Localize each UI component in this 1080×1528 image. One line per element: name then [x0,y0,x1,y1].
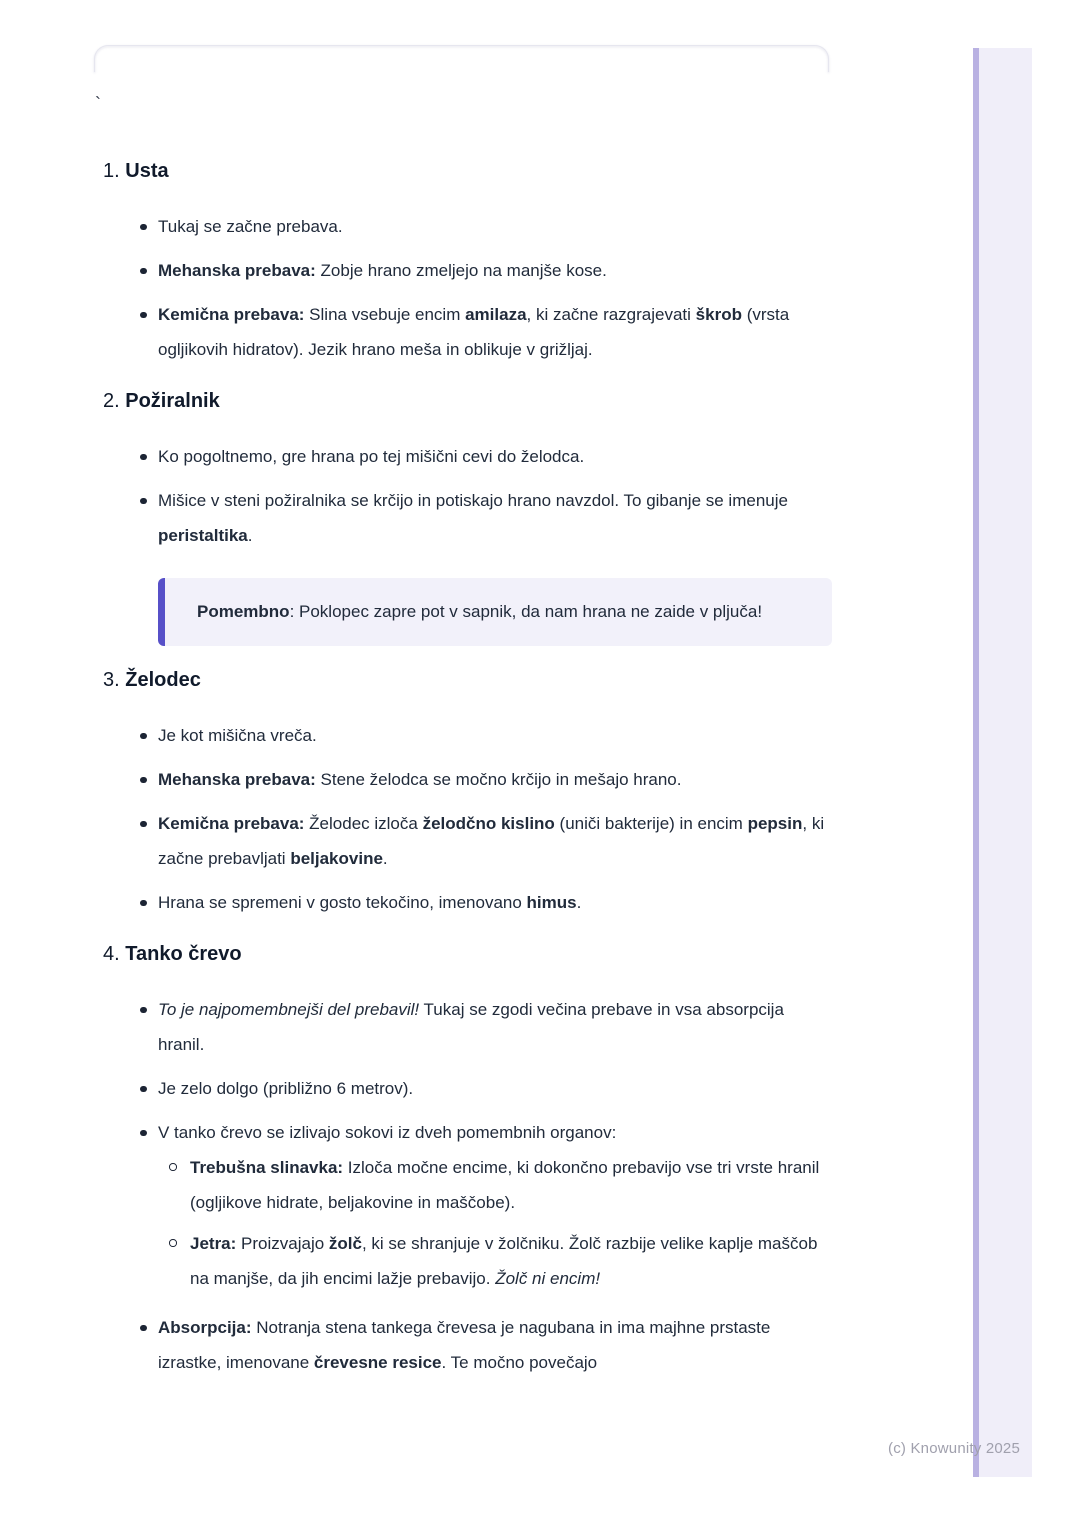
text-segment: Trebušna slinavka: [190,1158,344,1177]
section [103,388,833,646]
list-item [103,253,833,288]
list-item [103,209,833,244]
text-segment: škrob [695,305,742,324]
text-segment: črevesne resice [313,1353,442,1372]
text-segment: V tanko črevo se izlivajo sokovi iz dveh pomembnih organov: [158,1123,617,1142]
section-title: Požiralnik [125,390,220,412]
text-segment: Mehanska prebava: [158,261,316,280]
side-panel-strip [973,48,1032,1477]
bullet-list [103,439,833,553]
text-segment: Tukaj se zgodi večina prebave in vsa absorpcija hranil. [158,1000,784,1054]
text-segment: Zobje hrano zmeljejo na manjše kose. [315,261,607,280]
section-heading [103,667,833,694]
section-heading [103,388,833,415]
text-segment: (vrsta ogljikovih hidratov). Jezik hrano meša in oblikuje v grižljaj. [158,305,790,359]
section-number: 3. [103,669,126,691]
list-item [103,992,833,1062]
section-number: 1. [103,160,126,182]
section [103,941,833,1380]
text-segment: Pomembno [197,602,290,621]
text-segment: Slina vsebuje encim [304,305,466,324]
text-segment: (uniči bakterije) in encim [554,814,748,833]
text-segment: Absorpcija: [158,1318,252,1337]
sub-list-item [158,1150,833,1220]
watermark-text: (c) Knowunity 2025 [888,1440,1021,1457]
list-item [103,297,833,367]
list-item [103,1071,833,1106]
text-segment: , ki začne razgrajevati [526,305,696,324]
text-segment: Žolč ni encim! [495,1269,601,1288]
text-segment: beljakovine [290,849,383,868]
section-number: 4. [103,943,126,965]
card-top-edge [94,45,829,72]
notes-document [103,150,833,1380]
text-segment: Stene želodca se močno krčijo in mešajo hrano. [315,770,682,789]
text-segment: Hrana se spremeni v gosto tekočino, imenovano [158,893,527,912]
section [103,667,833,920]
callout-box [158,578,832,646]
text-segment: Jetra: [190,1234,237,1253]
sub-list-item [158,1226,833,1296]
list-item [103,718,833,753]
list-item [103,439,833,474]
section-title: Usta [125,160,169,182]
text-segment: . Te močno povečajo [441,1353,598,1372]
section-heading [103,941,833,968]
section [103,158,833,367]
section-title: Želodec [125,669,201,691]
section-title: Tanko črevo [125,943,242,965]
list-item [103,1115,833,1296]
text-segment: . [382,849,388,868]
text-segment: Je kot mišična vreča. [158,726,317,745]
text-segment: Proizvajajo [236,1234,329,1253]
text-segment: Mišice v steni požiralnika se krčijo in potiskajo hrano navzdol. To gibanje se imenuje [158,491,788,510]
text-segment: : Poklopec zapre pot v sapnik, da nam hrana ne zaide v pljuča! [289,602,763,621]
text-segment: žolč [328,1234,362,1253]
text-segment: . [247,526,253,545]
text-segment: Notranja stena tankega črevesa je nagubana in ima majhne prstaste izrastke, imenovane [158,1318,771,1372]
text-segment: pepsin [747,814,803,833]
list-item [103,1310,833,1380]
text-segment: himus [526,893,577,912]
bullet-list [103,718,833,920]
text-segment: peristaltika [158,526,248,545]
list-item [103,885,833,920]
text-segment: Izloča močne encime, ki dokončno prebavijo vse tri vrste hranil (ogljikove hidrate, beljakovine in maščobe). [190,1158,820,1212]
text-segment: Kemična prebava: [158,305,305,324]
bullet-list [103,209,833,367]
text-segment: Ko pogoltnemo, gre hrana po tej mišični cevi do želodca. [158,447,585,466]
section-number: 2. [103,390,126,412]
list-item [103,483,833,553]
bullet-list [103,992,833,1380]
text-segment: amilaza [465,305,527,324]
text-segment: Mehanska prebava: [158,770,316,789]
section-heading [103,158,833,185]
text-segment: želodčno kislino [422,814,555,833]
text-segment: Tukaj se začne prebava. [158,217,343,236]
text-segment: To je najpomembnejši del prebavil! [158,1000,420,1019]
text-segment: , ki začne prebavljati [158,814,825,868]
list-item [103,806,833,876]
text-segment: Je zelo dolgo (približno 6 metrov). [158,1079,414,1098]
sub-bullet-list [158,1150,833,1296]
stray-character: ` [95,94,101,114]
text-segment: Želodec izloča [304,814,423,833]
list-item [103,762,833,797]
text-segment: Kemična prebava: [158,814,305,833]
text-segment: , ki se shranjuje v žolčniku. Žolč razbije velike kaplje maščob na manjše, da jih encimi lažje prebavijo. [190,1234,818,1288]
text-segment: . [576,893,582,912]
